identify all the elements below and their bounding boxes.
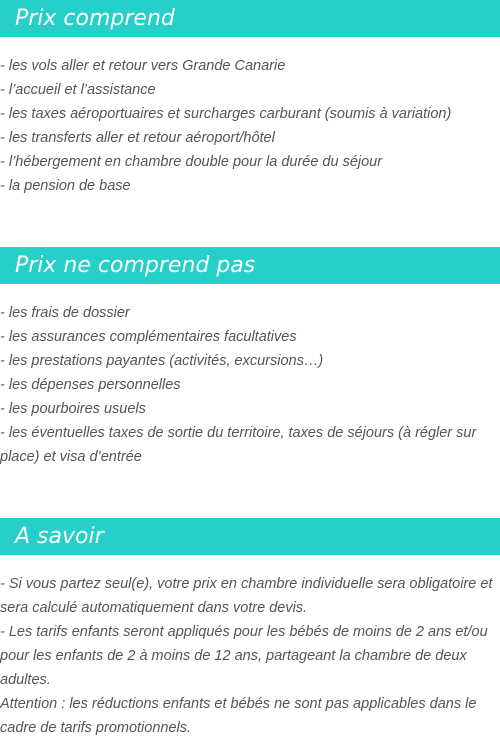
section-title-good-to-know: A savoir xyxy=(0,518,500,555)
list-item: - les taxes aéroportuaires et surcharges carburant (soumis à variation) xyxy=(0,106,452,122)
section-title-not-included: Prix ne comprend pas xyxy=(0,247,500,284)
list-item: - les vols aller et retour vers Grande Canarie xyxy=(0,58,286,74)
list-item: - l’accueil et l’assistance xyxy=(0,82,156,98)
list-item: - les éventuelles taxes de sortie du territoire, taxes de séjours (à régler sur place) et visa d’entrée xyxy=(0,425,477,465)
included-list xyxy=(0,54,500,198)
not-included-list xyxy=(0,301,500,469)
list-item: - Si vous partez seul(e), votre prix en chambre individuelle sera obligatoire et sera calculé automatiquement dans votre devis. xyxy=(0,576,493,616)
list-item: - l’hébergement en chambre double pour la durée du séjour xyxy=(0,154,383,170)
list-item: - les prestations payantes (activités, excursions…) xyxy=(0,353,324,369)
list-item: - Les tarifs enfants seront appliqués pour les bébés de moins de 2 ans et/ou pour les enfants de 2 à moins de 12 ans, partageant la chambre de deux adultes. xyxy=(0,624,488,688)
list-item: - les pourboires usuels xyxy=(0,401,146,417)
list-item: - les transferts aller et retour aéroport/hôtel xyxy=(0,130,275,146)
section-title-included: Prix comprend xyxy=(0,0,500,37)
list-item: - les assurances complémentaires facultatives xyxy=(0,329,297,345)
list-item: Attention : les réductions enfants et bébés ne sont pas applicables dans le cadre de tarifs promotionnels. xyxy=(0,696,477,736)
list-item: - les frais de dossier xyxy=(0,305,130,321)
list-item: - la pension de base xyxy=(0,178,131,194)
list-item: - les dépenses personnelles xyxy=(0,377,181,393)
